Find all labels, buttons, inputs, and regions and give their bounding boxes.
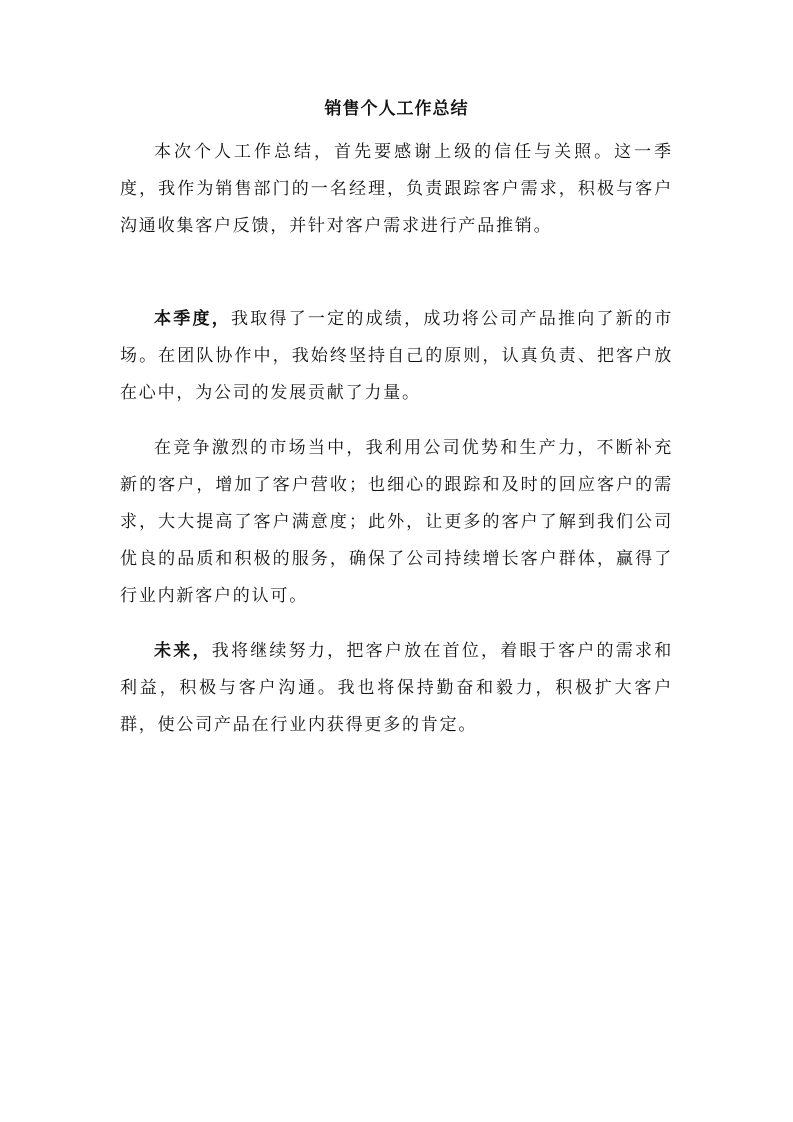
paragraph-this-quarter-lead: 本季度， — [154, 309, 231, 329]
paragraph-intro-text: 本次个人工作总结，首先要感谢上级的信任与关照。这一季度，我作为销售部门的一名经理，负责跟踪客户需求，积极与客户沟通收集客户反馈，并针对客户需求进行产品推销。 — [120, 142, 673, 236]
paragraph-this-quarter-text: 我取得了一定的成绩，成功将公司产品推向了新的市场。在团队协作中，我始终坚持自己的原则，认真负责、把客户放在心中，为公司的发展贡献了力量。 — [120, 309, 673, 403]
paragraph-future-text: 我将继续努力，把客户放在首位，着眼于客户的需求和利益，积极与客户沟通。我也将保持勤奋和毅力，积极扩大客户群，使公司产品在行业内获得更多的肯定。 — [120, 641, 673, 735]
paragraph-this-quarter — [120, 301, 673, 412]
paragraph-market-competition-text: 在竞争激烈的市场当中，我利用公司优势和生产力，不断补充新的客户，增加了客户营收；也细心的跟踪和及时的回应客户的需求，大大提高了客户满意度；此外，让更多的客户了解到我们公司优良的品质和积极的服务，确保了公司持续增长客户群体，赢得了行业内新客户的认可。 — [120, 438, 673, 606]
paragraph-future — [120, 633, 673, 744]
paragraph-future-lead: 未来， — [154, 641, 212, 661]
paragraph-market-competition — [120, 430, 673, 615]
paragraph-intro — [120, 134, 673, 245]
document-title: 销售个人工作总结 — [324, 99, 469, 119]
